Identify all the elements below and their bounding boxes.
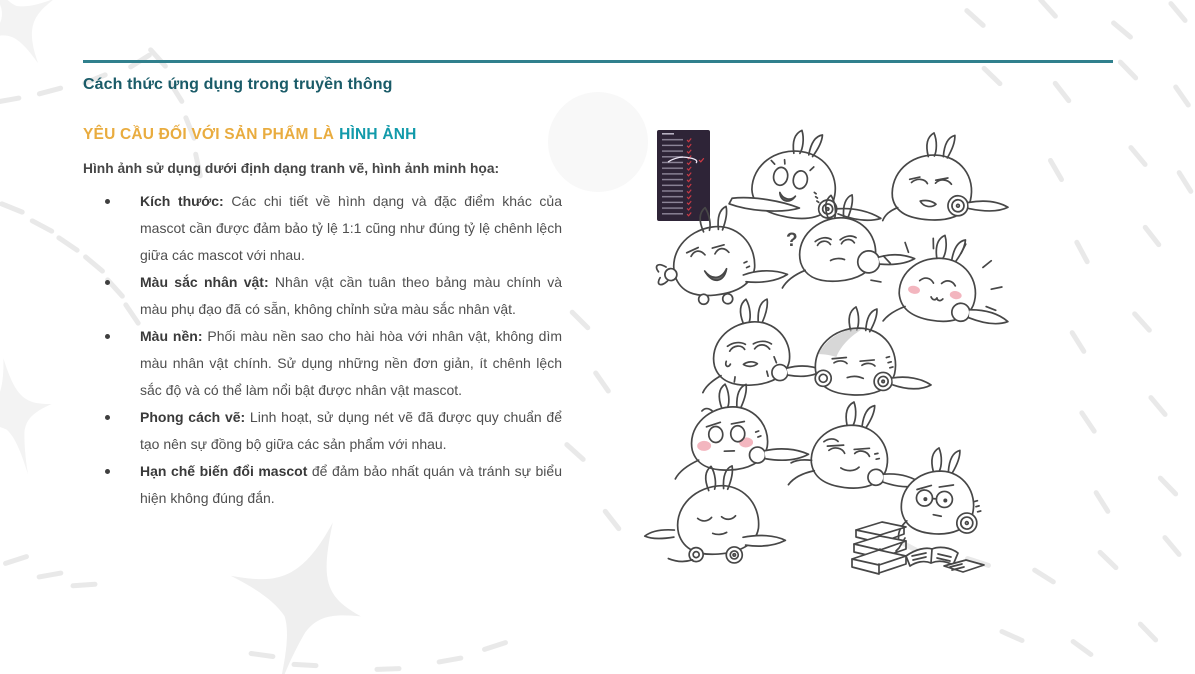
mascot-crying: [698, 295, 824, 392]
checklist-note-card: [657, 130, 710, 221]
mascot-blushing-happy: [864, 224, 1020, 342]
bullet-dot: [105, 334, 110, 339]
intro-line: Hình ảnh sử dụng dưới định dạng tranh vẽ, hình ảnh minh họa:: [83, 161, 500, 176]
list-item-limit-changes: [83, 458, 562, 512]
bullet-lead: Hạn chế biến đổi mascot: [140, 463, 308, 479]
bullet-text: Các chi tiết về hình dạng và đặc điểm khác của mascot cần được đảm bảo tỷ lệ 1:1 cũng như đúng tỷ lệ chênh lệch giữa các mascot với nhau.: [140, 193, 563, 263]
bullet-dot: [105, 415, 110, 420]
bullet-text: Phối màu nền sao cho hài hòa với nhân vật, không dìm màu nhân vật chính. Sử dụng những nền đơn giản, ít chênh lệch sắc độ và có thể làm nổi bật được nhân vật mascot.: [140, 328, 562, 398]
top-divider-line: [83, 60, 1113, 63]
mascot-sketch-collage: [640, 118, 1020, 583]
open-notebook: [906, 547, 984, 572]
bullet-dot: [105, 469, 110, 474]
list-item-character-color: [83, 269, 562, 323]
bullet-text: Linh hoạt, sử dụng nét vẽ đã được quy chuẩn để tạo nên sự đồng bộ giữa các sản phẩm với nhau.: [140, 409, 562, 452]
mascot-excited: [729, 120, 894, 233]
list-item-background-color: [83, 323, 562, 404]
bullet-lead: Phong cách vẽ:: [140, 409, 246, 425]
list-item-size: [83, 188, 562, 269]
mascot-gloomy: [814, 305, 935, 399]
list-item-drawing-style: [83, 404, 562, 458]
bullet-lead: Màu nền:: [140, 328, 203, 344]
bullet-text: Nhân vật cần tuân theo bảng màu chính và màu phụ đạo đã có sẵn, không chỉnh sửa màu sắc nhân vật.: [140, 274, 562, 317]
bullet-dot: [105, 280, 110, 285]
bullet-lead: Kích thước:: [140, 193, 224, 209]
mascot-pouting: [672, 381, 809, 479]
bullet-lead: Màu sắc nhân vật:: [140, 274, 269, 290]
section-heading: [83, 126, 417, 144]
bullet-text: để đảm bảo nhất quán và tránh sự biểu hiện không đúng đắn.: [140, 463, 562, 506]
mascot-sleepy: [640, 462, 786, 570]
page-title: Cách thức ứng dụng trong truyền thông: [83, 76, 393, 93]
mascot-weary: [883, 130, 1013, 229]
requirement-list: [83, 188, 562, 512]
section-heading-teal: HÌNH ẢNH: [339, 126, 417, 143]
faded-circle-watermark: [548, 92, 648, 192]
bullet-dot: [105, 199, 110, 204]
question-mark: ?: [786, 230, 798, 251]
section-heading-yellow: YÊU CẦU ĐỐI VỚI SẢN PHẨM LÀ: [83, 126, 335, 143]
